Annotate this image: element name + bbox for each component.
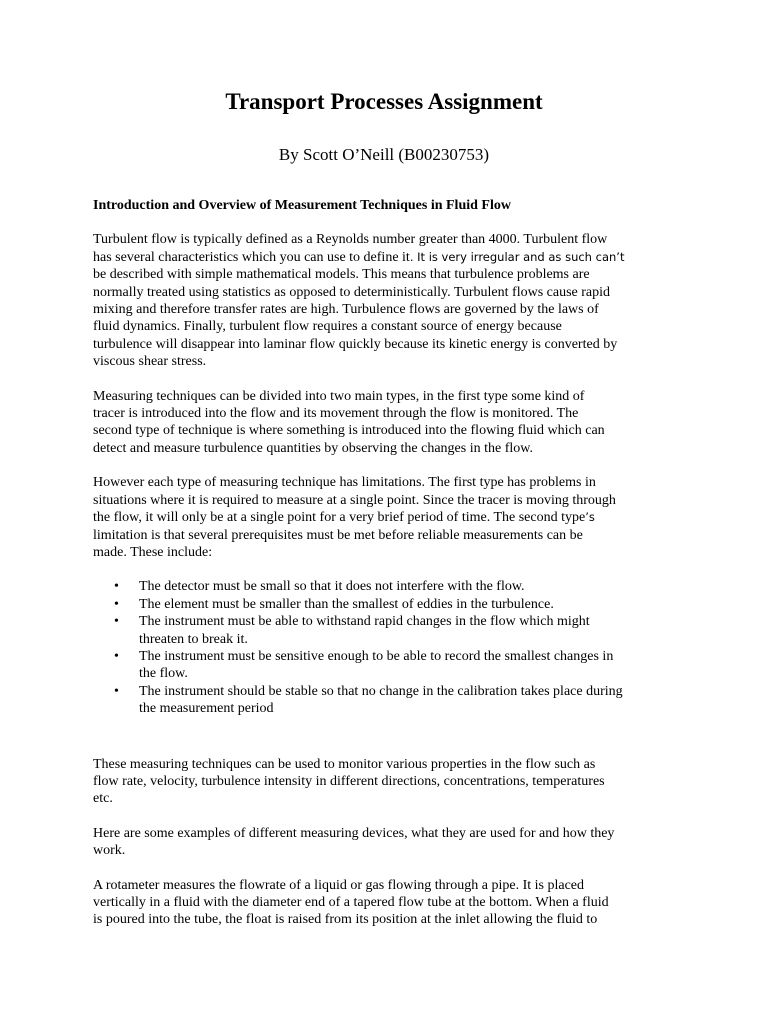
text-line: etc. [93, 791, 113, 807]
text-line: be described with simple mathematical models. This means that turbulence problems are [93, 267, 590, 283]
text-line: detect and measure turbulence quantities by observing the changes in the flow. [93, 440, 533, 456]
text-line: Turbulent flow is typically defined as a Reynolds number greater than 4000. Turbulent flow [93, 232, 608, 248]
section-heading: Introduction and Overview of Measurement Techniques in Fluid Flow [93, 198, 511, 213]
text-line: the measurement period [139, 701, 274, 717]
text-line: The instrument should be stable so that no change in the calibration takes place during [139, 683, 623, 699]
text-segment: has several characteristics which you can use to define it [93, 249, 410, 265]
text-line: The instrument must be sensitive enough to be able to record the smallest changes in [139, 648, 614, 664]
list-item [93, 648, 683, 683]
text-line: turbulence will disappear into laminar flow quickly because its kinetic energy is converted by [93, 336, 618, 352]
paragraph-turbulent-flow [93, 231, 683, 370]
text-segment-sans: . It is very irregular and as such can’t [409, 249, 625, 264]
text-line [93, 249, 683, 266]
text-line: flow rate, velocity, turbulence intensity in different directions, concentrations, temperatures [93, 773, 605, 789]
text-line: A rotameter measures the flowrate of a liquid or gas flowing through a pipe. It is placed [93, 877, 585, 893]
document-title: Transport Processes Assignment [225, 89, 543, 114]
list-item [93, 683, 683, 718]
text-line: the flow. [139, 666, 188, 682]
paragraph-measuring-types [93, 388, 683, 458]
document-body [93, 197, 683, 946]
bullet-icon: • [114, 579, 119, 595]
list-item [93, 613, 683, 648]
text-line: is poured into the tube, the float is raised from its position at the inlet allowing the fluid to [93, 912, 598, 928]
text-line: made. These include: [93, 544, 213, 560]
paragraph-rotameter [93, 877, 683, 929]
text-line: The instrument must be able to withstand rapid changes in the flow which might [139, 614, 590, 630]
text-line: The detector must be small so that it does not interfere with the flow. [139, 579, 525, 595]
list-item [93, 596, 683, 613]
text-line: Here are some examples of different measuring devices, what they are used for and how they [93, 825, 615, 841]
text-line: tracer is introduced into the flow and its movement through the flow is monitored. The [93, 406, 579, 422]
text-line: work. [93, 843, 126, 859]
text-line: second type of technique is where something is introduced into the flowing fluid which can [93, 423, 605, 439]
text-line: limitation is that several prerequisites must be met before reliable measurements can be [93, 527, 583, 543]
text-line [93, 509, 683, 526]
text-line: threaten to break it. [139, 631, 248, 647]
text-line: However each type of measuring technique has limitations. The first type has problems in [93, 475, 596, 491]
text-line: mixing and therefore transfer rates are high. Turbulence flows are governed by the laws of [93, 302, 599, 318]
list-item [93, 578, 683, 595]
text-line: viscous shear stress. [93, 354, 207, 370]
text-segment: the flow, it will only be at a single point for a very brief period of time. The second type [93, 510, 586, 526]
text-line: Measuring techniques can be divided into two main types, in the first type some kind of [93, 388, 585, 404]
text-line: normally treated using statistics as opposed to deterministically. Turbulent flows cause rapid [93, 284, 611, 300]
paragraph-limitations [93, 474, 683, 561]
text-segment-sans: ’s [585, 510, 595, 525]
text-line: These measuring techniques can be used to monitor various properties in the flow such as [93, 756, 596, 772]
bullet-icon: • [114, 596, 119, 612]
document-author: By Scott O’Neill (B00230753) [278, 145, 490, 164]
bullet-icon: • [114, 614, 119, 630]
prerequisites-list [93, 578, 683, 717]
bullet-icon: • [114, 648, 119, 664]
paragraph-properties [93, 756, 683, 808]
text-line: The element must be smaller than the smallest of eddies in the turbulence. [139, 596, 554, 612]
bullet-icon: • [114, 683, 119, 699]
paragraph-examples [93, 825, 683, 860]
text-line: fluid dynamics. Finally, turbulent flow requires a constant source of energy because [93, 319, 562, 335]
text-line: situations where it is required to measure at a single point. Since the tracer is moving through [93, 492, 616, 508]
text-line: vertically in a fluid with the diameter end of a tapered flow tube at the bottom. When a fluid [93, 895, 609, 910]
